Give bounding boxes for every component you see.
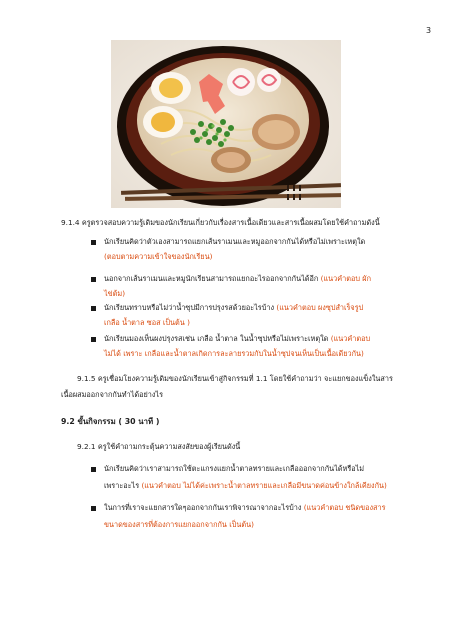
- q1-answer: (ตอบตามความเข้าใจของนักเรียน): [104, 252, 213, 261]
- q4-answer-start: (แนวคำตอบ: [330, 334, 371, 343]
- bullet-icon: [91, 306, 96, 311]
- section-914-intro: 9.1.4 ครูตรวจสอบความรู้เดิมของนักเรียนเกี่ยวกับเรื่องสารเนื้อเดียวและสารเนื้อผสมโดยใช้คำถามดังนี้: [61, 218, 380, 227]
- q4-answer-end: ไม่ได้ เพราะ เกลือและน้ำตาลเกิดการละลายรวมกับในน้ำซุปจนเห็นเป็นเนื้อเดียวกัน): [104, 349, 364, 358]
- bullet-icon: [91, 277, 96, 282]
- q5-line2: [104, 481, 387, 490]
- q5-line1: นักเรียนคิดว่าเราสามารถใช้ตะแกรงแยกน้ำตาลทรายและเกลือออกจากกันได้หรือไม่: [104, 464, 365, 473]
- q6-question: ในการที่เราจะแยกสารใดๆออกจากกันเราพิจารณาจากอะไรบ้าง: [104, 503, 304, 512]
- q1-line1: นักเรียนคิดว่าตัวเองสามารถแยกเส้นราเมนและหมูออกจากกันได้หรือไม่เพราะเหตุใด: [104, 237, 366, 246]
- q3-line1: [104, 303, 363, 312]
- ramen-bowl-image: [111, 40, 341, 208]
- q5-question-end: เพราะอะไร: [104, 481, 142, 490]
- q2-question: นอกจากเส้นราเมนและหมูนักเรียนสามารถแยกอะไรออกจากกันได้อีก: [104, 274, 321, 283]
- bullet-icon: [91, 337, 96, 342]
- bullet-icon: [91, 240, 96, 245]
- q4-line1: [104, 334, 370, 343]
- q5-answer: (แนวคำตอบ ไม่ได้ค่ะเพราะน้ำตาลทรายและเกลือมีขนาดค่อนข้างใกล้เคียงกัน): [141, 481, 387, 490]
- q6-answer-end: ขนาดของสารที่ต้องการแยกออกจากกัน เป็นต้น): [104, 520, 254, 529]
- q3-answer-end: เกลือ น้ำตาล ซอส เป็นต้น ): [104, 318, 190, 327]
- q2-answer-start: (แนวคำตอบ ผัก: [320, 274, 372, 283]
- bullet-icon: [91, 467, 96, 472]
- section-915-line1: 9.1.5 ครูเชื่อมโยงความรู้เดิมของนักเรียนเข้าสู่กิจกรรมที่ 1.1 โดยใช้คำถามว่า จะแยกของแข็งในสาร: [77, 374, 393, 383]
- bullet-icon: [91, 506, 96, 511]
- section-92-heading: 9.2 ขั้นกิจกรรม ( 30 นาที ): [61, 417, 160, 426]
- q2-answer-end: ไข่ต้ม): [104, 289, 126, 298]
- q3-answer-start: (แนวคำตอบ ผงซุปสำเร็จรูป: [276, 303, 364, 312]
- section-921-intro: 9.2.1 ครูใช้คำถามกระตุ้นความสงสัยของผู้เรียนดังนี้: [77, 442, 241, 451]
- q2-line1: [104, 274, 371, 283]
- q6-line1: [104, 503, 386, 512]
- q6-answer-start: (แนวคำตอบ ชนิดของสาร: [303, 503, 386, 512]
- section-915-line2: เนื้อผสมออกจากกันทำได้อย่างไร: [61, 390, 164, 399]
- q3-question: นักเรียนทราบหรือไม่ว่าน้ำซุปมีการปรุงรสด้วยอะไรบ้าง: [104, 303, 277, 312]
- q4-question: นักเรียนมองเห็นผงปรุงรสเช่น เกลือ น้ำตาล ในน้ำซุปหรือไม่เพราะเหตุใด: [104, 334, 331, 343]
- page-number: 3: [426, 26, 432, 35]
